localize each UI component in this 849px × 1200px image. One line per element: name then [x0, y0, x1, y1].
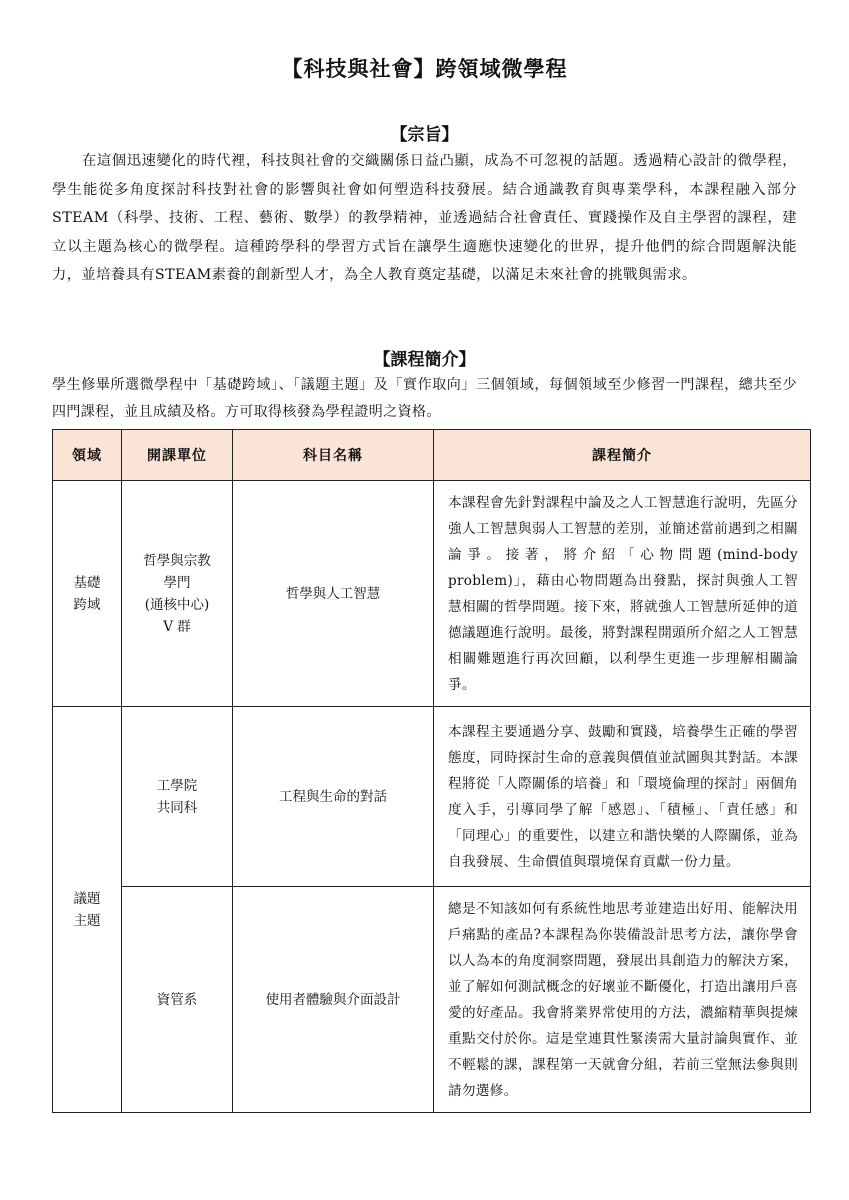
header-description: 課程簡介	[434, 430, 811, 481]
table-row	[53, 887, 811, 1113]
unit-line: 哲學與宗教	[143, 552, 211, 569]
unit-line: (通核中心)	[144, 596, 210, 613]
table-row	[53, 707, 811, 887]
unit-line: 工學院	[156, 777, 198, 794]
page-title: 【科技與社會】跨領域微學程	[281, 56, 568, 81]
description-cell: 總是不知該如何有系統性地思考並建造出好用、能解決用戶痛點的產品?本課程為你裝備設計思考方法，讓你學會以人為本的角度洞察問題，發展出具創造力的解決方案，並了解如何測試概念的好壞並不斷優化，打造出讓用戶喜愛的好產品。我會將業界常使用的方法，濃縮精華與提煉重點交付於你。這是堂連貫性緊湊需大量討論與實作、並不輕鬆的課，課程第一天就會分組，若前三堂無法參與則請勿選修。	[434, 887, 811, 1113]
description-cell: 本課程會先針對課程中論及之人工智慧進行說明，先區分強人工智慧與弱人工智慧的差別，並簡述當前遇到之相關論爭。接著，將介紹「心物問題(mind-body problem)」，藉由心物問題為出發點，探討與強人工智慧相關的哲學問題。接下來，將就強人工智慧所延伸的道德議題進行說明。最後，將對課程開頭所介紹之人工智慧相關難題進行再次回顧，以利學生更進一步理解相關論爭。	[434, 481, 811, 707]
table-row	[53, 481, 811, 707]
domain-line: 跨域	[73, 596, 101, 613]
purpose-paragraph: 在這個迅速變化的時代裡，科技與社會的交織關係日益凸顯，成為不可忽視的話題。透過精心設計的微學程，學生能從多角度探討科技對社會的影響與社會如何塑造科技發展。結合通識教育與專業學科，本課程融入部分STEAM（科學、技術、工程、藝術、數學）的教學精神，並透過結合社會責任、實踐操作及自主學習的課程，建立以主題為核心的微學程。這種跨學科的學習方式旨在讓學生適應快速變化的世界，提升他們的綜合問題解決能力，並培養具有STEAM素養的創新型人才，為全人教育奠定基礎，以滿足未來社會的挑戰與需求。	[52, 153, 797, 283]
domain-cell	[53, 481, 122, 707]
description-cell: 本課程主要通過分享、鼓勵和實踐，培養學生正確的學習態度，同時探討生命的意義與價值並試圖與其對話。本課程將從「人際關係的培養」和「環境倫理的探討」兩個角度入手，引導同學了解「感恩」、「積極」、「責任感」和「同理心」的重要性，以建立和諧快樂的人際關係，並為自我發展、生命價值與環境保育貢獻一份力量。	[434, 707, 811, 887]
subject-cell: 哲學與人工智慧	[233, 481, 434, 707]
header-unit: 開課單位	[122, 430, 233, 481]
course-table	[52, 429, 811, 1113]
unit-line: 學門	[163, 574, 191, 591]
domain-line: 議題	[73, 890, 101, 907]
unit-line: 資管系	[156, 991, 198, 1008]
course-intro-paragraph: 學生修畢所選微學程中「基礎跨域」、「議題主題」及「實作取向」三個領域，每個領域至少修習一門課程，總共至少四門課程，並且成績及格。方可取得核發為學程證明之資格。	[52, 377, 797, 420]
domain-line: 基礎	[73, 574, 101, 591]
header-domain: 領域	[53, 430, 122, 481]
unit-cell	[122, 481, 233, 707]
purpose-heading: 【宗旨】	[390, 125, 459, 145]
subject-cell: 工程與生命的對話	[233, 707, 434, 887]
domain-cell	[53, 707, 122, 1113]
unit-cell	[122, 707, 233, 887]
unit-line: 共同科	[156, 799, 198, 816]
table-header-row	[53, 430, 811, 481]
unit-cell	[122, 887, 233, 1113]
unit-line: V 群	[163, 618, 191, 635]
header-subject: 科目名稱	[233, 430, 434, 481]
subject-cell: 使用者體驗與介面設計	[233, 887, 434, 1113]
domain-line: 主題	[73, 912, 101, 929]
course-intro-heading: 【課程簡介】	[373, 350, 476, 370]
